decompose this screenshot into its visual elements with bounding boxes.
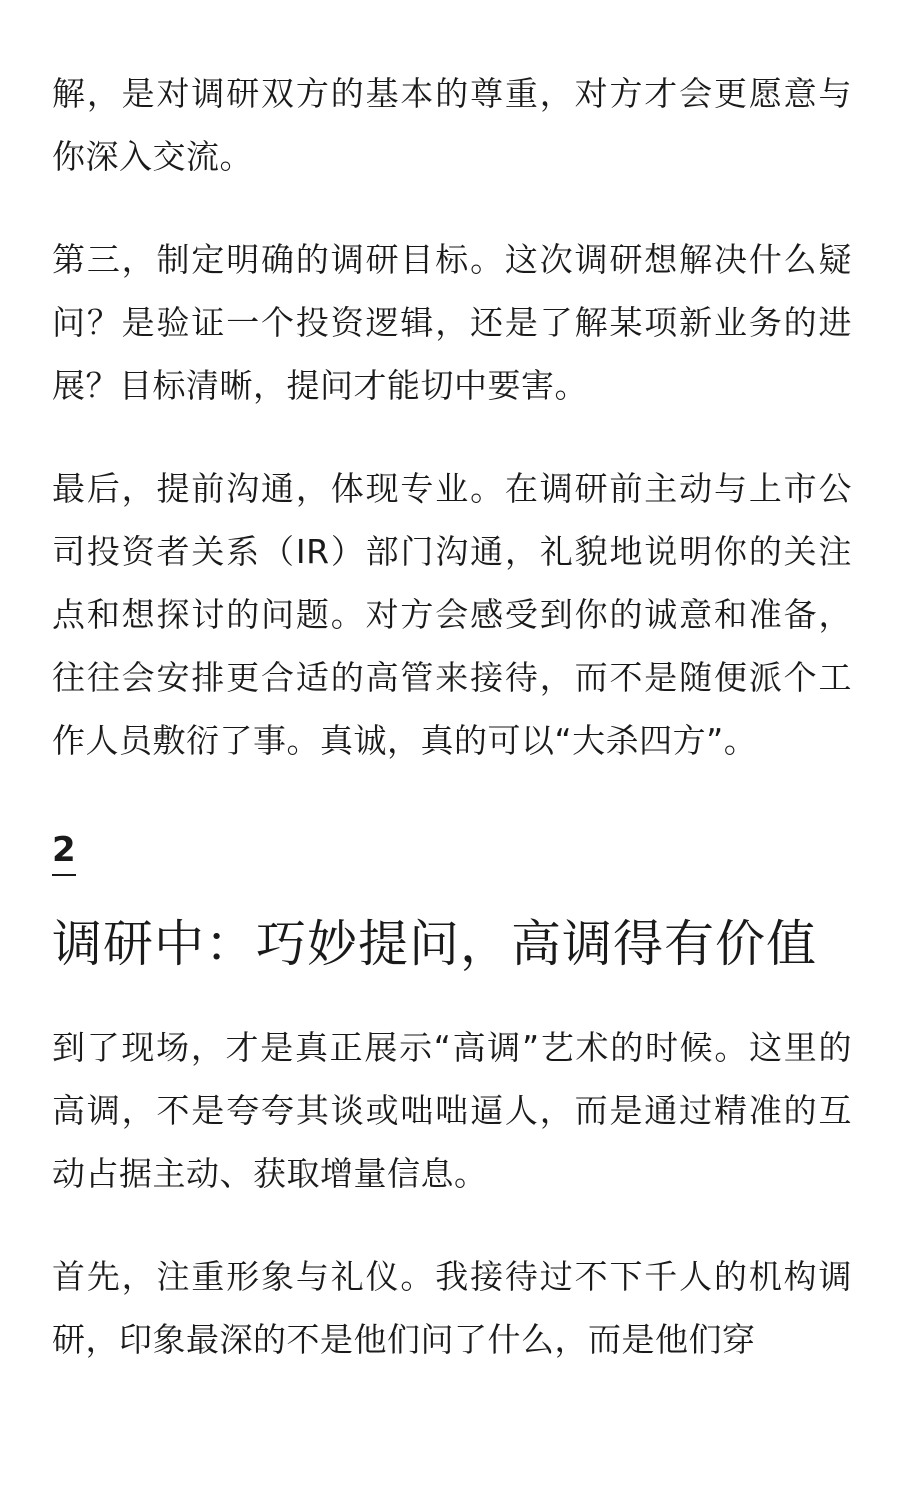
paragraph-etiquette: 首先，注重形象与礼仪。我接待过不下千人的机构调研，印象最深的不是他们问了什么，而是他们穿	[52, 1257, 852, 1359]
paragraph-on-site: 到了现场，才是真正展示“高调”艺术的时候。这里的高调，不是夸夸其谈或咄咄逼人，而是通过精准的互动占据主动、获取增量信息。	[52, 1028, 852, 1193]
section-title: 调研中：巧妙提问，高调得有价值	[52, 915, 817, 973]
paragraph-research-goal: 第三，制定明确的调研目标。这次调研想解决什么疑问？是验证一个投资逻辑，还是了解某项新业务的进展？目标清晰，提问才能切中要害。	[52, 240, 852, 405]
paragraph-respect: 解，是对调研双方的基本的尊重，对方才会更愿意与你深入交流。	[52, 74, 852, 176]
article-body	[52, 62, 852, 1371]
paragraph-advance-communication: 最后，提前沟通，体现专业。在调研前主动与上市公司投资者关系（IR）部门沟通，礼貌地说明你的关注点和想探讨的问题。对方会感受到你的诚意和准备，往往会安排更合适的高管来接待，而不是随便派个工作人员敷衍了事。真诚，真的可以“大杀四方”。	[52, 469, 852, 760]
section-number: 2	[52, 828, 76, 876]
